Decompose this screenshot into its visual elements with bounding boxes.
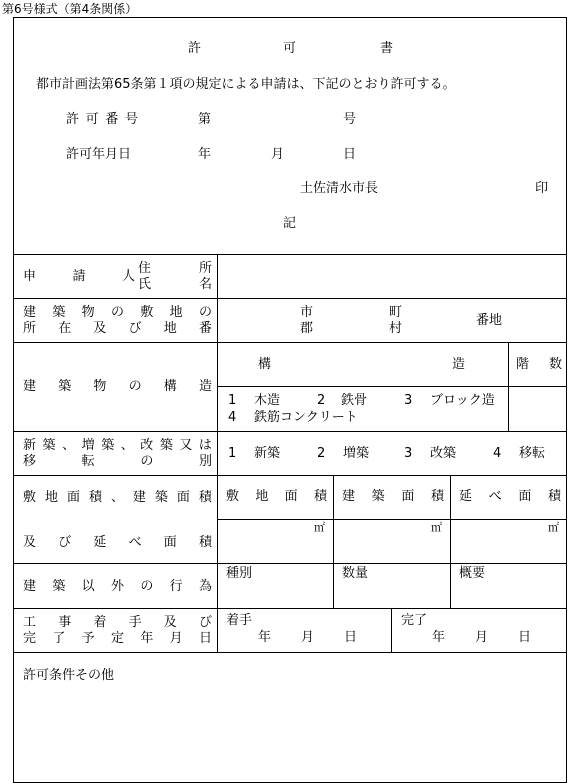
location-shi: 市: [300, 305, 314, 320]
title-char: 許: [188, 41, 202, 56]
structure-option-2: 鉄骨: [341, 393, 368, 408]
schedule-complete-month: 月: [475, 630, 489, 645]
mayor-name: 土佐清水市長: [300, 181, 379, 196]
construction-type-label-line2: 移 転 の 別: [23, 454, 212, 469]
title-char: 可: [283, 41, 297, 56]
schedule-start-label: 着手: [226, 613, 253, 628]
other-acts-quantity: 数量: [342, 566, 369, 581]
structure-option-3-num: 3: [404, 393, 413, 408]
rule: [217, 254, 218, 652]
structure-option-1-num: 1: [228, 393, 237, 408]
other-acts-label: 建 築 以 外 の 行 為: [23, 579, 212, 594]
permit-date-year: 年: [198, 147, 212, 162]
construction-option-3-num: 3: [404, 446, 413, 461]
rule: [13, 342, 567, 343]
permit-statement: 都市計画法第65条第１項の規定による申請は、下記のとおり許可する。: [36, 77, 456, 92]
structure-option-4: 鉄筋コンクリート: [254, 410, 358, 425]
construction-option-4-num: 4: [493, 446, 502, 461]
schedule-start-month: 月: [301, 630, 315, 645]
structure-option-1: 木造: [254, 393, 281, 408]
rule: [333, 475, 334, 608]
permit-date-day: 日: [343, 147, 357, 162]
area-label-line2: 及 び 延 べ 面 積: [23, 535, 212, 550]
construction-option-3: 改築: [430, 446, 457, 461]
structure-option-2-num: 2: [317, 393, 326, 408]
seal-mark: 印: [535, 181, 549, 196]
building-area-heading: 建 築 面 積: [342, 489, 444, 504]
rule: [13, 475, 567, 476]
rule: [13, 563, 567, 564]
permit-number-go: 号: [343, 112, 357, 127]
schedule-label-line1: 工 事 着 手 及 び: [23, 615, 212, 630]
floors-heading: 階 数: [516, 357, 562, 372]
other-acts-summary: 概要: [459, 566, 486, 581]
permit-date-label: 許可年月日: [66, 147, 132, 162]
structure-option-4-num: 4: [228, 410, 237, 425]
floor-area-heading: 延 べ 面 積: [459, 489, 561, 504]
title-char: 書: [380, 41, 394, 56]
construction-option-2-num: 2: [317, 446, 326, 461]
site-area-unit: ㎡: [314, 521, 325, 534]
rule: [13, 652, 567, 653]
applicant-label: 申 請 人: [23, 269, 135, 284]
construction-option-4: 移転: [519, 446, 546, 461]
construction-option-1: 新築: [254, 446, 281, 461]
schedule-label-line2: 完 了 予 定 年 月 日: [23, 631, 212, 646]
building-area-unit: ㎡: [431, 521, 442, 534]
rule: [13, 431, 567, 432]
other-acts-type: 種別: [226, 566, 253, 581]
permit-number-label: 許 可 番 号: [66, 112, 138, 127]
construction-option-1-num: 1: [228, 446, 237, 461]
area-label-line1: 敷 地 面 積 、 建 築 面 積: [23, 490, 212, 505]
rule: [450, 475, 451, 608]
permit-date-month: 月: [271, 147, 285, 162]
schedule-complete-label: 完了: [401, 613, 428, 628]
rule: [391, 608, 392, 652]
construction-type-label-line1: 新 築 、 増 築 、 改 築 又 は: [23, 438, 212, 453]
site-area-heading: 敷 地 面 積: [226, 489, 327, 504]
rule: [508, 342, 509, 431]
structure-zou: 造: [452, 357, 466, 372]
rule: [13, 608, 567, 609]
location-machi: 町: [389, 305, 403, 320]
structure-option-3: ブロック造: [430, 393, 495, 408]
construction-option-2: 増築: [343, 446, 370, 461]
structure-label: 建 築 物 の 構 造: [23, 379, 212, 394]
location-label-line2: 所 在 及 び 地 番: [23, 321, 212, 336]
schedule-start-year: 年: [258, 630, 272, 645]
location-mura: 村: [389, 321, 403, 336]
conditions-label: 許可条件その他: [23, 668, 115, 683]
applicant-name-label: 氏 名: [138, 277, 212, 292]
location-banchi: 番地: [476, 313, 503, 328]
rule: [218, 386, 567, 387]
location-gun: 郡: [300, 321, 314, 336]
applicant-address-label: 住 所: [138, 261, 212, 276]
permit-number-dai: 第: [198, 112, 212, 127]
schedule-complete-year: 年: [432, 630, 446, 645]
structure-kou: 構: [258, 357, 272, 372]
schedule-complete-day: 日: [518, 630, 532, 645]
location-label-line1: 建 築 物 の 敷 地 の: [23, 305, 212, 320]
rule: [218, 519, 567, 520]
schedule-start-day: 日: [344, 630, 358, 645]
floor-area-unit: ㎡: [548, 521, 559, 534]
rule: [13, 254, 567, 255]
rule: [13, 298, 567, 299]
form-caption: 第6号様式（第4条関係）: [2, 2, 138, 16]
ki-heading: 記: [283, 216, 297, 231]
